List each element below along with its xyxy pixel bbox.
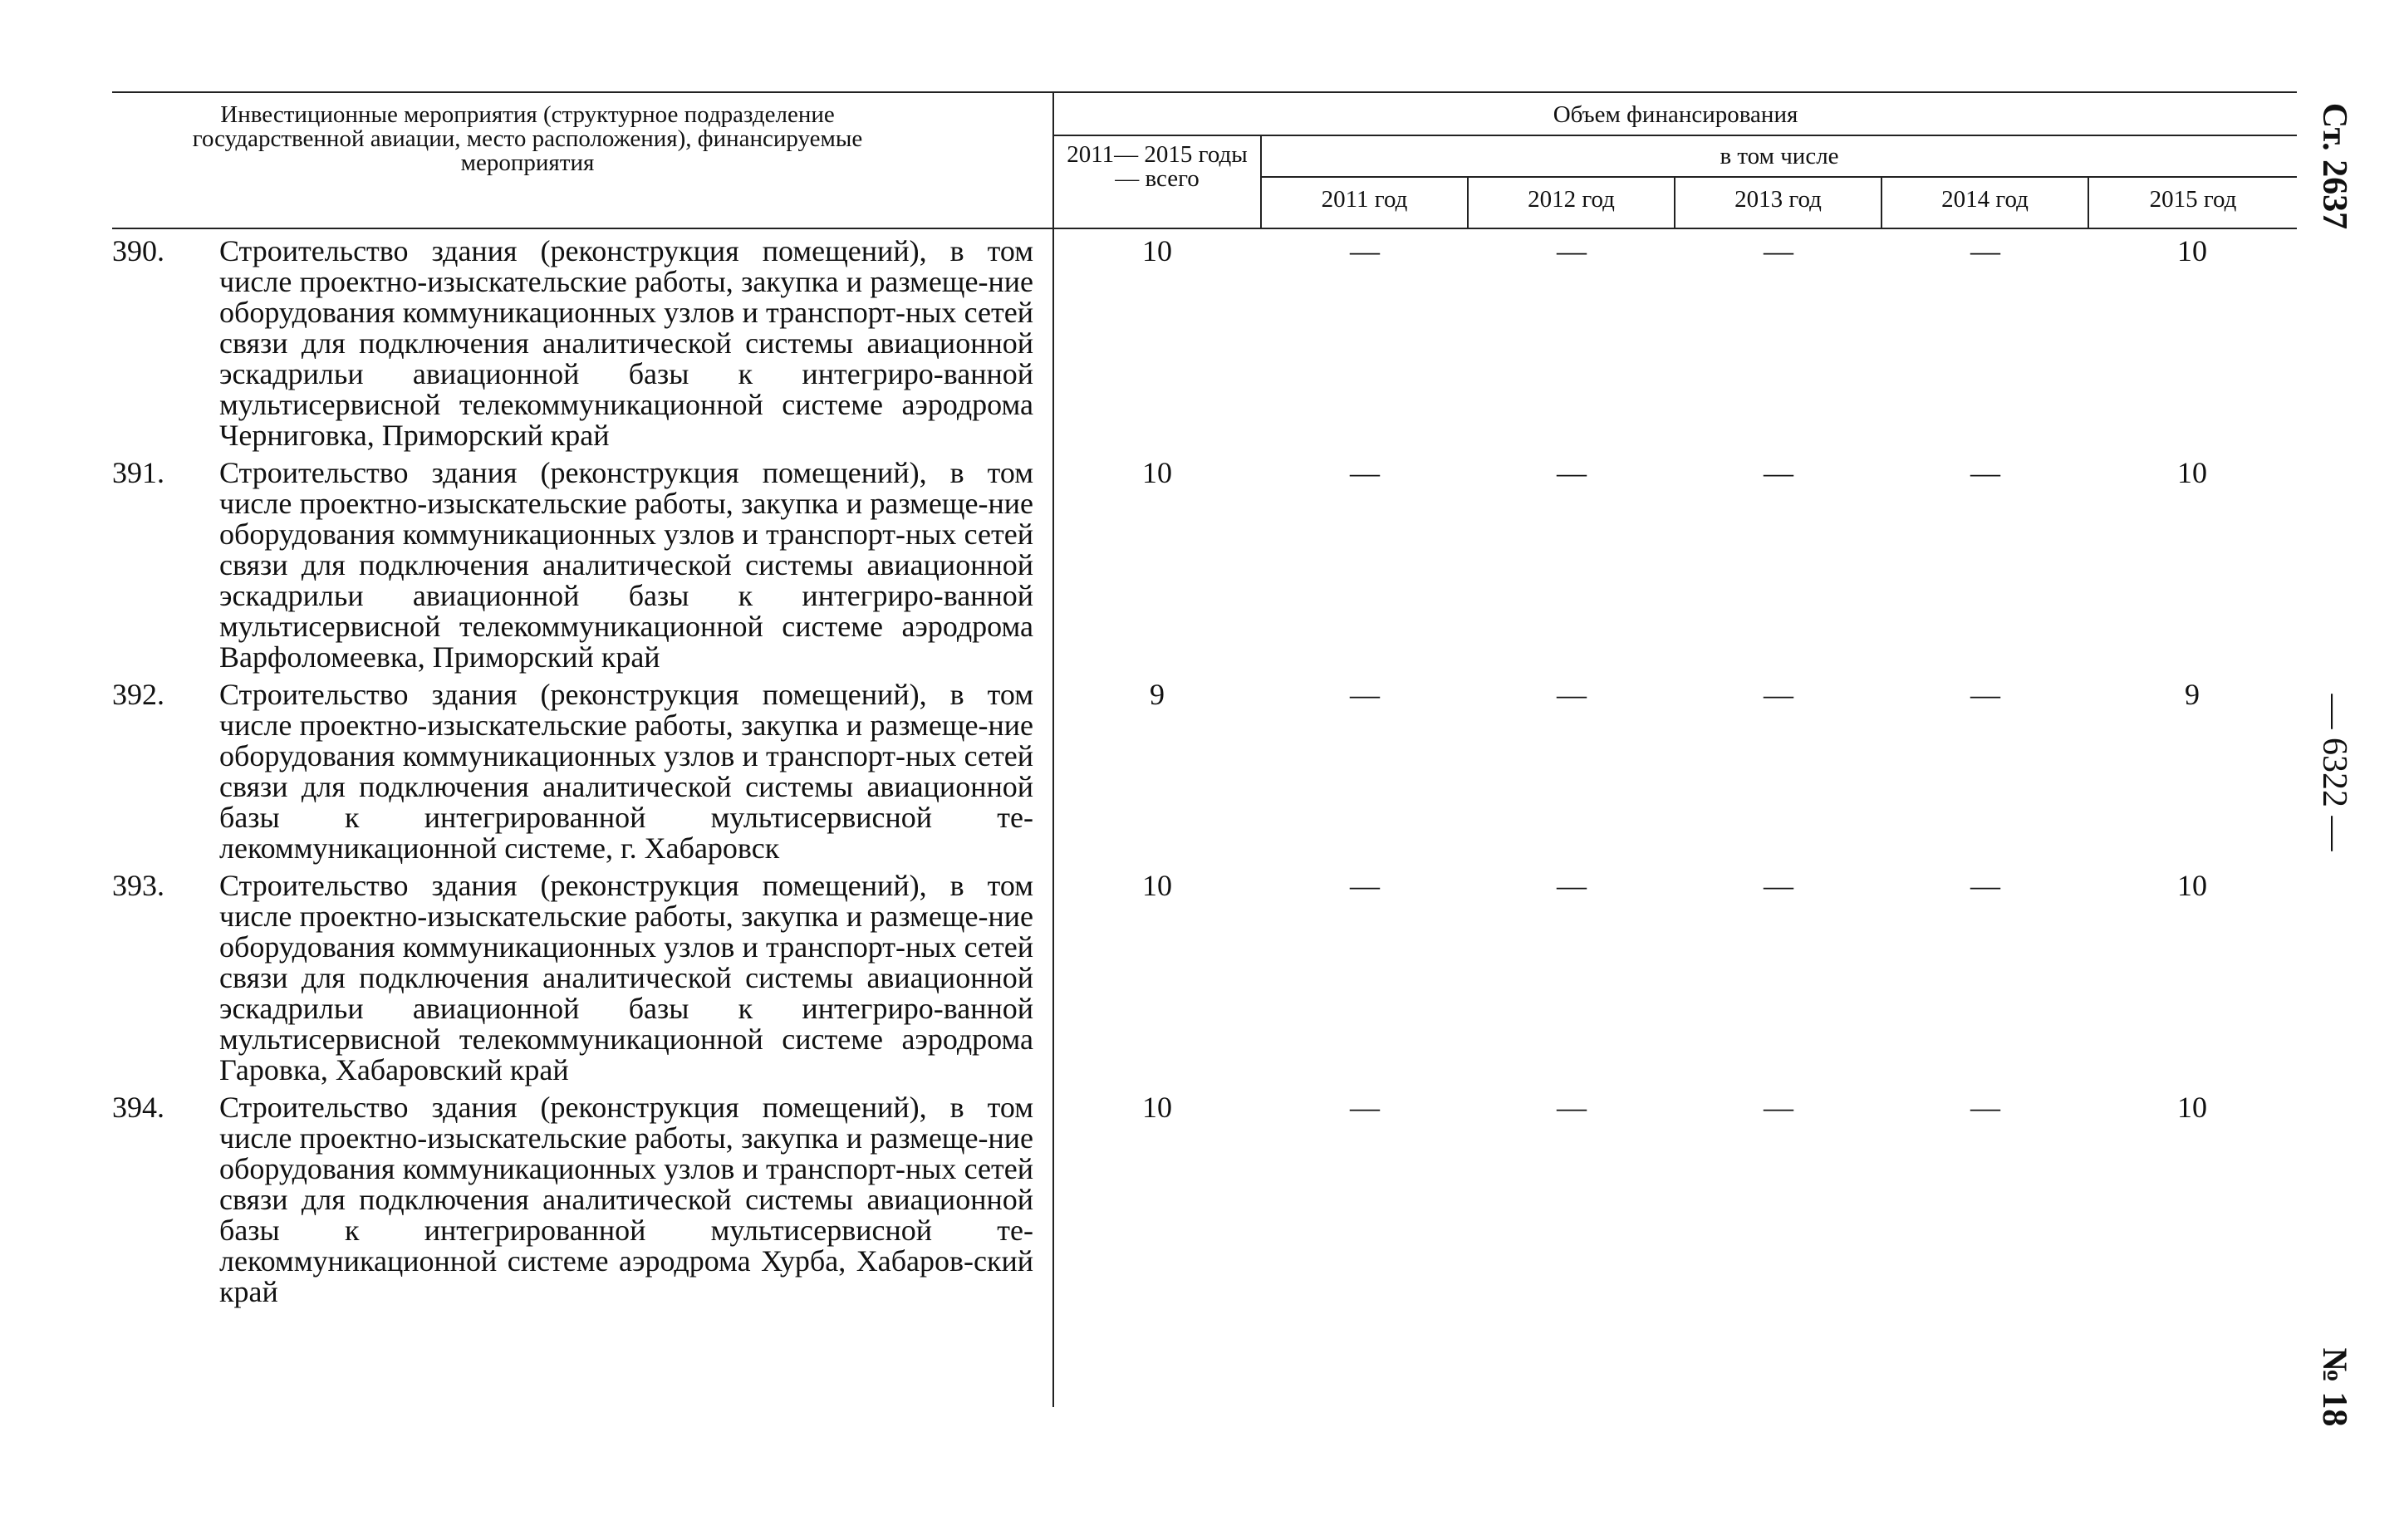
row-2011: — <box>1350 456 1380 489</box>
row-number: 394. <box>112 1091 164 1124</box>
row-description: Строительство здания (реконструкция помещений), в том числе проектно-изыскательские работы, закупка и размеще-ние оборудования коммуникационных узлов и транспорт-ных сетей связи для подключения аналитической системы авиационной эскадрильи авиационной базы к интегриро-ванной мультисервисной телекоммуникационной системе аэродрома Черниговка, Приморский край <box>219 234 1033 452</box>
header-total: 2011— 2015 годы — всего <box>1067 141 1248 192</box>
row-2011: — <box>1350 234 1380 267</box>
row-2012: — <box>1557 869 1587 902</box>
article-text: Ст. 2637 <box>2315 102 2353 230</box>
row-number: 390. <box>112 234 164 267</box>
header-year-2011: 2011 год <box>1321 186 1408 213</box>
row-description: Строительство здания (реконструкция помещений), в том числе проектно-изыскательские работы, закупка и размеще-ние оборудования коммуникационных узлов и транспорт-ных сетей связи для подключения аналитической системы авиационной базы к интегрированной мультисервисной те-лекоммуникационной системе аэродрома Хурба, Хабаров-ский край <box>219 1091 1033 1308</box>
row-2015: 10 <box>2177 234 2207 267</box>
row-total: 9 <box>1150 678 1165 711</box>
issue-label <box>2301 1329 2367 1445</box>
row-2014: — <box>1970 234 2000 267</box>
row-total: 10 <box>1142 869 1172 902</box>
row-number: 391. <box>112 456 164 489</box>
header-funding: Объем финансирования <box>1553 101 1798 128</box>
row-2012: — <box>1557 678 1587 711</box>
row-2012: — <box>1557 234 1587 267</box>
row-2015: 10 <box>2177 456 2207 489</box>
row-2015: 10 <box>2177 869 2207 902</box>
row-2011: — <box>1350 1091 1380 1124</box>
row-number: 393. <box>112 869 164 902</box>
row-2012: — <box>1557 456 1587 489</box>
row-total: 10 <box>1142 1091 1172 1124</box>
row-total: 10 <box>1142 456 1172 489</box>
header-year-2012: 2012 год <box>1528 186 1615 213</box>
header-year-2013: 2013 год <box>1734 186 1822 213</box>
row-2015: 10 <box>2177 1091 2207 1124</box>
header-year-2014: 2014 год <box>1941 186 2029 213</box>
row-2014: — <box>1970 1091 2000 1124</box>
row-2014: — <box>1970 869 2000 902</box>
row-description: Строительство здания (реконструкция помещений), в том числе проектно-изыскательские работы, закупка и размеще-ние оборудования коммуникационных узлов и транспорт-ных сетей связи для подключения аналитической системы авиационной эскадрильи авиационной базы к интегриро-ванной мультисервисной телекоммуникационной системе аэродрома Варфоломеевка, Приморский край <box>219 456 1033 674</box>
row-2013: — <box>1764 456 1793 489</box>
page-number <box>2301 665 2367 880</box>
row-2013: — <box>1764 234 1793 267</box>
header-events: Инвестиционные мероприятия (структурное подразделение государственной авиации, место расположения), финансируемые мероприятия <box>192 101 863 176</box>
row-2012: — <box>1557 1091 1587 1124</box>
row-2013: — <box>1764 869 1793 902</box>
row-2013: — <box>1764 1091 1793 1124</box>
row-description: Строительство здания (реконструкция помещений), в том числе проектно-изыскательские работы, закупка и размеще-ние оборудования коммуникационных узлов и транспорт-ных сетей связи для подключения аналитической системы авиационной эскадрильи авиационной базы к интегриро-ванной мультисервисной телекоммуникационной системе аэродрома Гаровка, Хабаровский край <box>219 869 1033 1086</box>
row-description: Строительство здания (реконструкция помещений), в том числе проектно-изыскательские работы, закупка и размеще-ние оборудования коммуникационных узлов и транспорт-ных сетей связи для подключения аналитической системы авиационной базы к интегрированной мультисервисной те-лекоммуникационной системе, г. Хабаровск <box>219 678 1033 865</box>
row-2013: — <box>1764 678 1793 711</box>
row-2014: — <box>1970 678 2000 711</box>
row-2015: 9 <box>2185 678 2200 711</box>
table-header <box>112 91 2297 229</box>
header-year-2015: 2015 год <box>2149 186 2237 213</box>
funding-table <box>112 91 2297 1308</box>
header-including: в том числе <box>1720 143 1839 169</box>
row-2011: — <box>1350 869 1380 902</box>
article-label <box>2301 75 2367 257</box>
issue-text: № 18 <box>2315 1347 2353 1427</box>
row-2014: — <box>1970 456 2000 489</box>
page-number-text: — 6322 — <box>2315 694 2353 851</box>
row-2011: — <box>1350 678 1380 711</box>
row-number: 392. <box>112 678 164 711</box>
row-total: 10 <box>1142 234 1172 267</box>
